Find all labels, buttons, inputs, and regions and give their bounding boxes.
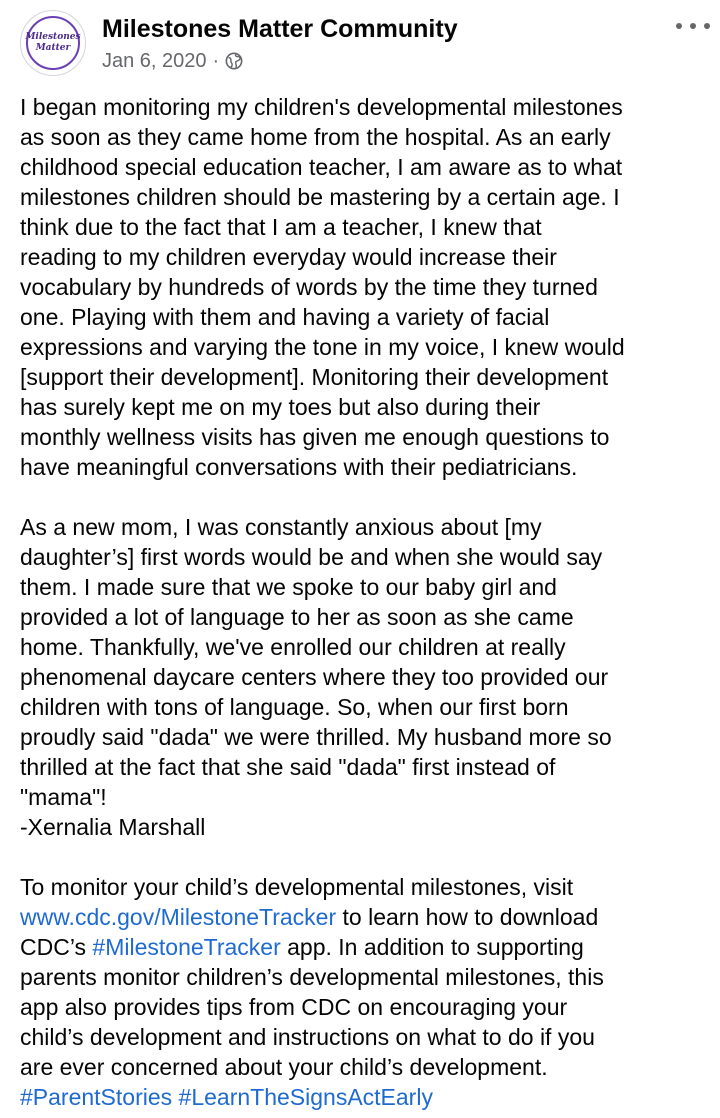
text-line: [support their development]. Monitoring their development	[20, 364, 609, 390]
hashtag-milestonetracker-link[interactable]: #MilestoneTracker	[92, 934, 281, 960]
paragraph-spacer	[20, 842, 710, 872]
post-body	[20, 92, 710, 1112]
text-line	[20, 932, 710, 962]
text-line: proudly said "dada" we were thrilled. My husband more so	[20, 724, 612, 750]
text-line: To monitor your child’s developmental milestones, visit	[20, 874, 574, 900]
text-line: reading to my children everyday would increase their	[20, 244, 557, 270]
text-line: daughter’s] first words would be and when she would say	[20, 544, 603, 570]
paragraph-spacer	[20, 482, 710, 512]
text-line: are ever concerned about your child’s development.	[20, 1054, 548, 1080]
text-line: children with tons of language. So, when our first born	[20, 694, 569, 720]
globe-icon[interactable]	[225, 52, 243, 70]
more-dot	[690, 23, 696, 29]
text-line: I began monitoring my children's developmental milestones	[20, 94, 623, 120]
text-line	[20, 902, 710, 932]
text-line: childhood special education teacher, I am aware as to what	[20, 154, 623, 180]
post-date[interactable]: Jan 6, 2020	[102, 50, 207, 72]
text-line: think due to the fact that I am a teacher, I knew that	[20, 214, 542, 240]
avatar-text-line-2: Matter	[35, 43, 71, 53]
text-line: them. I made sure that we spoke to our baby girl and	[20, 574, 557, 600]
text-line: provided a lot of language to her as soon as she came	[20, 604, 574, 630]
text-line: expressions and varying the tone in my voice, I knew would	[20, 334, 625, 360]
paragraph-3	[20, 872, 710, 1112]
text-line: milestones children should be mastering by a certain age. I	[20, 184, 620, 210]
text-line: thrilled at the fact that she said "dada" first instead of	[20, 754, 556, 780]
more-options-icon[interactable]	[676, 16, 710, 36]
text-line: have meaningful conversations with their pediatricians.	[20, 454, 578, 480]
more-dot	[704, 23, 710, 29]
post-header	[20, 10, 710, 80]
text-line: parents monitor children’s developmental milestones, this	[20, 964, 604, 990]
text-line: one. Playing with them and having a variety of facial	[20, 304, 550, 330]
text-line: vocabulary by hundreds of words by the time they turned	[20, 274, 598, 300]
hashtag-learnthesignsactearly-link[interactable]: #LearnTheSignsActEarly	[178, 1084, 433, 1110]
text-line: As a new mom, I was constantly anxious about [my	[20, 514, 542, 540]
meta-separator: ·	[212, 50, 220, 72]
text-line: has surely kept me on my toes but also during their	[20, 394, 541, 420]
text-line: child’s development and instructions on what to do if you	[20, 1024, 595, 1050]
avatar-logo	[26, 16, 80, 70]
signature-line: -Xernalia Marshall	[20, 814, 206, 840]
more-dot	[676, 23, 682, 29]
text-fragment: CDC’s	[20, 934, 93, 960]
avatar-text-line-1: Milestones	[25, 32, 81, 42]
text-fragment: app. In addition to supporting	[280, 934, 584, 960]
hashtag-line	[20, 1082, 710, 1112]
avatar[interactable]	[20, 10, 86, 76]
text-line: as soon as they came home from the hospital. As an early	[20, 124, 611, 150]
text-line: app also provides tips from CDC on encouraging your	[20, 994, 568, 1020]
text-line: "mama"!	[20, 784, 107, 810]
paragraph-1	[20, 92, 710, 482]
paragraph-2	[20, 512, 710, 842]
text-fragment: to learn how to download	[336, 904, 599, 930]
text-line: phenomenal daycare centers where they too provided our	[20, 664, 609, 690]
cdc-milestone-tracker-link[interactable]: www.cdc.gov/MilestoneTracker	[20, 904, 337, 930]
page-name-link[interactable]: Milestones Matter Community	[102, 15, 458, 43]
text-line: home. Thankfully, we've enrolled our children at really	[20, 634, 566, 660]
post-meta	[102, 48, 243, 74]
text-line: monthly wellness visits has given me enough questions to	[20, 424, 610, 450]
hashtag-parentstories-link[interactable]: #ParentStories	[20, 1084, 173, 1110]
